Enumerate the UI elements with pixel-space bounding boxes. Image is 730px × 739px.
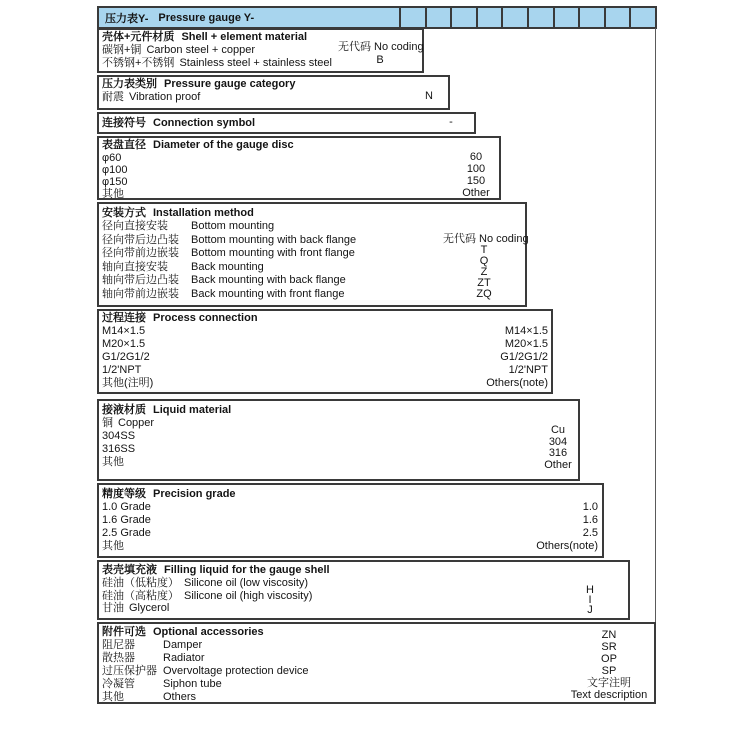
section-precision-grade [97,483,604,558]
section-title [102,312,551,325]
section-disc-diameter [97,136,501,200]
option-row [102,91,448,104]
option-en: Stainless steel + stainless steel [179,57,332,69]
option-row [102,514,602,527]
code-value: 1.6 [582,514,598,526]
code-cell-2 [425,8,451,27]
option-en: Carbon steel + copper [146,44,255,56]
option-label: φ100 [102,164,128,176]
option-en: Back mounting [191,260,264,273]
section-title [102,78,448,91]
option-row [102,501,602,514]
option-cn: 铜 [102,417,113,429]
option-label: 1/2'NPT [102,364,142,376]
option-row [102,443,578,456]
option-en: Radiator [163,652,205,664]
option-en: Copper [118,417,155,429]
code-value: M20×1.5 [504,338,548,350]
section-optional-accessories [97,622,656,704]
option-cn: 耐震 [102,91,124,103]
code-value: ZQ [476,288,492,300]
option-label: 其他 [102,540,124,552]
option-cn: 不锈钢+不锈钢 [102,57,175,69]
code-value: 文字注明 [587,677,631,689]
option-en: Back mounting with back flange [191,274,346,286]
section-filling-liquid [97,560,630,620]
option-row [102,527,602,540]
section-title-cn: 安装方式 [102,207,146,219]
section-title-cn: 过程连接 [102,312,146,324]
code-value: Text description [570,689,648,701]
option-en: Others [163,691,197,703]
option-label: M14×1.5 [102,325,146,337]
code-value: - [449,116,453,128]
code-cell-8 [578,8,604,27]
section-title-en: Process connection [153,312,258,324]
option-cn: 径向直接安装 [102,220,168,232]
option-cn: 硅油（低粘度） [102,577,179,589]
code-value: Cu [550,424,566,436]
section-title-en: Installation method [153,207,254,219]
code-value: 304 [548,435,568,448]
code-value: OP [601,653,617,665]
model-prefix-cell [99,8,399,27]
option-label: φ60 [102,152,122,164]
option-row [102,430,578,443]
option-row [102,164,499,176]
option-row [102,602,628,615]
code-column [486,325,548,390]
option-row [102,577,628,590]
option-cn: 阻尼器 [102,639,135,651]
option-cn: 冷凝管 [102,678,135,690]
code-value: 60 [469,151,483,163]
code-value: Other [462,187,490,199]
table-right-connector-line [655,28,656,704]
code-value: ZN [601,629,617,641]
code-value: 1/2'NPT [508,364,548,376]
option-label: 1.6 Grade [102,514,151,526]
section-title-en: Shell + element material [181,31,308,43]
option-row [102,188,499,200]
model-prefix-en: Pressure gauge Y- [158,11,255,24]
code-value: SP [601,665,617,677]
option-cn: 过压保护器 [102,665,157,677]
code-value: 无代码 No coding [338,41,424,53]
code-column [428,116,474,129]
option-label: 1.0 Grade [102,501,151,513]
code-value: ZT [477,277,491,289]
option-en: Silicone oil (high viscosity) [184,589,313,602]
code-value: SR [601,641,617,653]
code-column [536,501,598,553]
option-row [102,417,578,430]
code-cell-9 [604,8,630,27]
model-prefix-cn: 压力表Y- [105,12,149,25]
section-title-cn: 表盘直径 [102,139,146,151]
section-title-en: Pressure gauge category [164,78,296,90]
option-row [102,377,551,390]
option-row [102,540,602,553]
section-title-cn: 附件可选 [102,626,146,638]
option-cn: 散热器 [102,652,135,664]
section-title-cn: 表壳填充液 [102,564,157,576]
section-title [102,139,499,152]
code-value: T [480,244,488,256]
option-en: Glycerol [129,602,170,614]
code-column [564,629,654,701]
option-cn: 径向带前边嵌装 [102,247,179,259]
code-value: 150 [466,175,486,187]
option-row [102,364,551,377]
code-column [552,585,628,615]
option-cn: 径向带后边凸装 [102,233,179,246]
option-row [102,325,551,338]
option-en: Vibration proof [129,91,201,103]
option-en: Overvoltage protection device [163,665,309,677]
option-row [102,220,525,234]
code-value: Others(note) [486,377,548,389]
option-cn: 其他 [102,691,124,703]
option-en: Silicone oil (low viscosity) [184,577,309,589]
code-value: 316 [548,447,568,459]
option-row [102,589,628,606]
option-label: 其他 [102,188,124,200]
code-value: J [587,604,593,616]
option-en: Siphon tube [163,678,222,690]
code-cell-6 [527,8,553,27]
option-label: M20×1.5 [102,338,146,350]
option-en: Bottom mounting [191,220,275,232]
section-title [102,564,628,577]
code-cell-1 [399,8,425,27]
code-value: I [588,594,592,606]
section-title-cn: 压力表类别 [102,78,157,90]
code-value: 100 [466,163,486,175]
code-column [338,41,422,67]
code-column [410,90,448,103]
option-label: G1/2G1/2 [102,351,150,363]
section-shell-material [97,28,424,73]
code-value: N [425,90,433,102]
section-process-connection [97,309,553,394]
code-value: Others(note) [536,540,598,552]
option-label: φ150 [102,176,128,188]
option-cn: 轴向带前边嵌装 [102,287,179,300]
code-value: 1.0 [582,501,598,513]
section-connection-symbol [97,112,476,134]
section-title-cn: 壳体+元件材质 [102,31,175,43]
section-title-en: Filling liquid for the gauge shell [164,564,330,576]
section-title [102,488,602,501]
code-value: Q [479,255,489,267]
section-liquid-material [97,399,580,481]
code-value: M14×1.5 [504,325,548,337]
code-value: G1/2G1/2 [500,351,548,363]
header-row [97,6,657,29]
option-cn: 轴向带后边凸装 [102,274,179,286]
code-value: Other [544,458,572,471]
option-label: 其他 [102,456,124,468]
option-row [102,456,578,469]
option-en: Damper [163,639,203,651]
section-title [102,207,525,220]
option-cn: 碳钢+铜 [102,44,142,56]
option-row [102,176,499,188]
code-column [443,233,529,300]
section-title-en: Precision grade [153,488,236,500]
section-title-cn: 连接符号 [102,117,146,129]
code-cell-10 [629,8,655,27]
section-title-cn: 精度等级 [102,488,146,500]
section-title [102,404,578,417]
section-title-en: Connection symbol [153,117,256,129]
section-title-en: Liquid material [153,404,232,416]
section-title-en: Optional accessories [153,626,264,638]
code-value: Z [480,266,488,278]
option-en: Bottom mounting with back flange [191,233,357,246]
option-row [102,351,551,364]
option-row [102,152,499,164]
option-cn: 甘油 [102,602,124,614]
section-title [102,117,474,130]
option-label: 其他(注明) [102,377,154,389]
option-en: Back mounting with front flange [191,287,345,300]
code-value: 2.5 [582,527,598,539]
option-row [102,338,551,351]
code-column [453,151,499,199]
code-cell-4 [476,8,502,27]
option-en: Bottom mounting with front flange [191,247,355,259]
code-cell-5 [501,8,527,27]
section-title-en: Diameter of the gauge disc [153,139,294,151]
option-label: 316SS [102,443,136,455]
section-installation-method [97,202,527,307]
option-cn: 硅油（高粘度） [102,589,179,602]
code-value: 无代码 No coding [443,233,529,245]
option-label: 304SS [102,430,136,442]
code-cell-3 [450,8,476,27]
code-value: H [586,584,594,596]
option-cn: 轴向直接安装 [102,260,168,273]
option-label: 2.5 Grade [102,527,151,539]
code-value: B [376,54,384,66]
code-column [538,425,578,471]
code-cell-7 [553,8,579,27]
section-title-cn: 接液材质 [102,404,146,416]
section-gauge-category [97,75,450,110]
